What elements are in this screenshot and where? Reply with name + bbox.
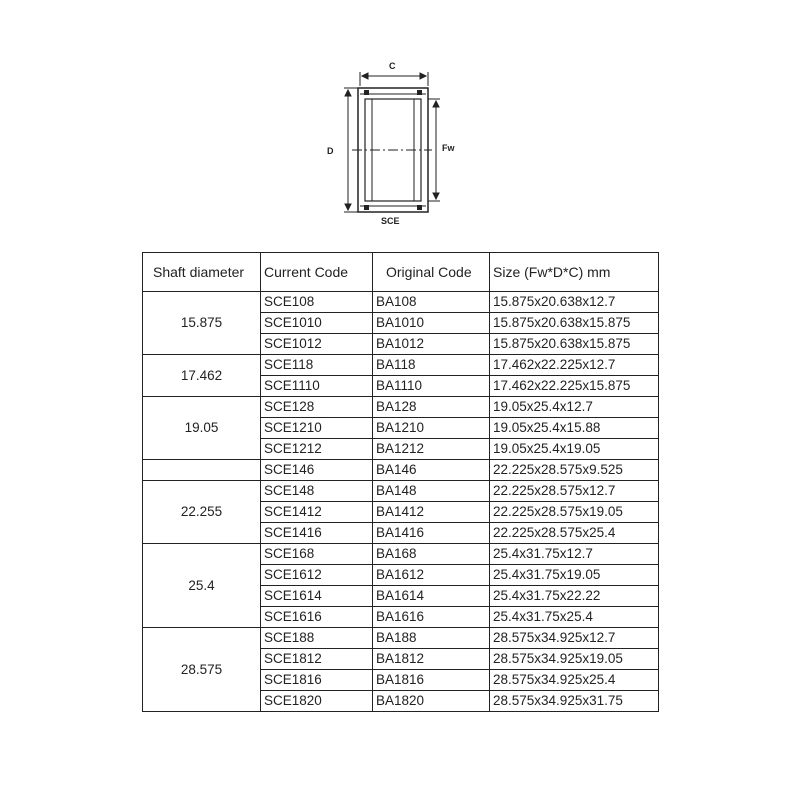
size-cell: 19.05x25.4x19.05: [490, 439, 659, 460]
size-cell: 15.875x20.638x15.875: [490, 334, 659, 355]
header-current-code: Current Code: [261, 253, 373, 292]
original-code-cell: BA118: [373, 355, 490, 376]
table-row: [143, 292, 659, 313]
current-code-cell: SCE1010: [261, 313, 373, 334]
shaft-diameter-cell: 17.462: [143, 355, 261, 397]
size-cell: 17.462x22.225x15.875: [490, 376, 659, 397]
size-cell: 22.225x28.575x19.05: [490, 502, 659, 523]
shaft-diameter-cell: 19.05: [143, 397, 261, 460]
original-code-cell: BA1820: [373, 691, 490, 712]
shaft-diameter-cell: 28.575: [143, 628, 261, 712]
original-code-cell: BA1416: [373, 523, 490, 544]
original-code-cell: BA148: [373, 481, 490, 502]
shaft-diameter-cell: 25.4: [143, 544, 261, 628]
size-cell: 28.575x34.925x12.7: [490, 628, 659, 649]
size-cell: 28.575x34.925x25.4: [490, 670, 659, 691]
size-cell: 22.225x28.575x25.4: [490, 523, 659, 544]
original-code-cell: BA188: [373, 628, 490, 649]
current-code-cell: SCE1416: [261, 523, 373, 544]
current-code-cell: SCE148: [261, 481, 373, 502]
size-cell: 28.575x34.925x31.75: [490, 691, 659, 712]
size-cell: 15.875x20.638x12.7: [490, 292, 659, 313]
current-code-cell: SCE1616: [261, 607, 373, 628]
original-code-cell: BA128: [373, 397, 490, 418]
header-shaft-diameter: Shaft diameter: [143, 253, 261, 292]
table-header-row: [143, 253, 659, 292]
original-code-cell: BA1210: [373, 418, 490, 439]
current-code-cell: SCE1812: [261, 649, 373, 670]
bearing-spec-table: [142, 252, 659, 712]
label-d: D: [327, 146, 334, 156]
current-code-cell: SCE146: [261, 460, 373, 481]
bearing-diagram: [0, 0, 800, 240]
table-row: [143, 397, 659, 418]
current-code-cell: SCE1412: [261, 502, 373, 523]
original-code-cell: BA1612: [373, 565, 490, 586]
shaft-diameter-cell: 22.255: [143, 481, 261, 544]
current-code-cell: SCE108: [261, 292, 373, 313]
original-code-cell: BA1616: [373, 607, 490, 628]
label-model: SCE: [381, 216, 400, 226]
current-code-cell: SCE1816: [261, 670, 373, 691]
current-code-cell: SCE1614: [261, 586, 373, 607]
table-row: [143, 628, 659, 649]
size-cell: 17.462x22.225x12.7: [490, 355, 659, 376]
current-code-cell: SCE1012: [261, 334, 373, 355]
original-code-cell: BA168: [373, 544, 490, 565]
size-cell: 25.4x31.75x12.7: [490, 544, 659, 565]
original-code-cell: BA1816: [373, 670, 490, 691]
size-cell: 19.05x25.4x15.88: [490, 418, 659, 439]
size-cell: 25.4x31.75x25.4: [490, 607, 659, 628]
original-code-cell: BA146: [373, 460, 490, 481]
label-fw: Fw: [442, 143, 455, 153]
original-code-cell: BA108: [373, 292, 490, 313]
size-cell: 22.225x28.575x9.525: [490, 460, 659, 481]
size-cell: 25.4x31.75x19.05: [490, 565, 659, 586]
original-code-cell: BA1012: [373, 334, 490, 355]
size-cell: 22.225x28.575x12.7: [490, 481, 659, 502]
size-cell: 25.4x31.75x22.22: [490, 586, 659, 607]
size-cell: 19.05x25.4x12.7: [490, 397, 659, 418]
current-code-cell: SCE118: [261, 355, 373, 376]
current-code-cell: SCE1820: [261, 691, 373, 712]
current-code-cell: SCE1110: [261, 376, 373, 397]
original-code-cell: BA1110: [373, 376, 490, 397]
original-code-cell: BA1412: [373, 502, 490, 523]
current-code-cell: SCE1210: [261, 418, 373, 439]
table-row: [143, 460, 659, 481]
current-code-cell: SCE1612: [261, 565, 373, 586]
current-code-cell: SCE168: [261, 544, 373, 565]
header-original-code: Original Code: [373, 253, 490, 292]
shaft-diameter-cell: [143, 460, 261, 481]
original-code-cell: BA1812: [373, 649, 490, 670]
current-code-cell: SCE128: [261, 397, 373, 418]
table-row: [143, 481, 659, 502]
table-row: [143, 544, 659, 565]
shaft-diameter-cell: 15.875: [143, 292, 261, 355]
label-c: C: [389, 61, 396, 71]
current-code-cell: SCE188: [261, 628, 373, 649]
size-cell: 28.575x34.925x19.05: [490, 649, 659, 670]
original-code-cell: BA1212: [373, 439, 490, 460]
original-code-cell: BA1614: [373, 586, 490, 607]
current-code-cell: SCE1212: [261, 439, 373, 460]
size-cell: 15.875x20.638x15.875: [490, 313, 659, 334]
header-size: Size (Fw*D*C) mm: [490, 253, 659, 292]
table-row: [143, 355, 659, 376]
original-code-cell: BA1010: [373, 313, 490, 334]
